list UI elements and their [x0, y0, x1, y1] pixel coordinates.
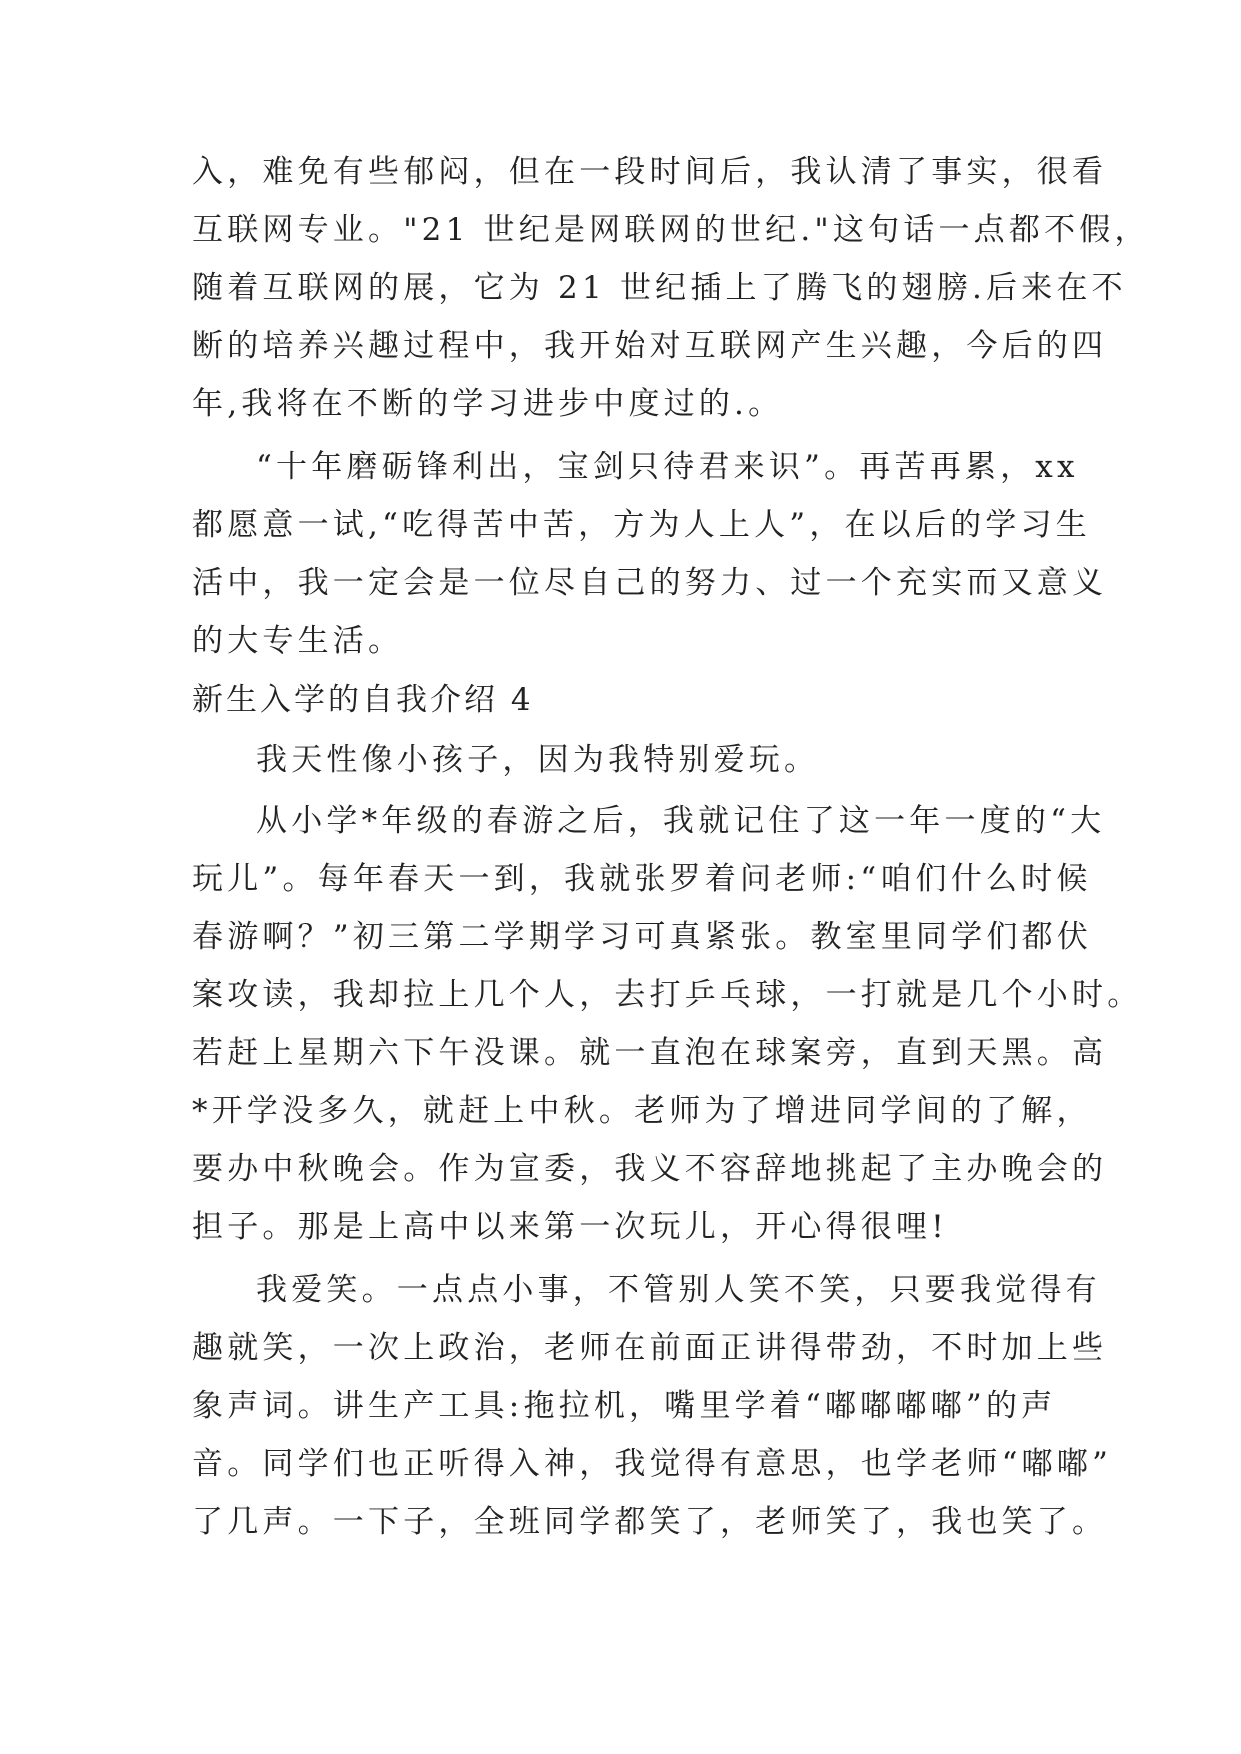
- text-line: 入，难免有些郁闷，但在一段时间后，我认清了事实，很看: [192, 154, 1108, 190]
- text-line: 活中，我一定会是一位尽自己的努力、过一个充实而又意义: [192, 565, 1108, 601]
- section-heading: 新生入学的自我介绍 4: [192, 682, 534, 718]
- text-line: 玩儿”。每年春天一到，我就张罗着问老师:“咱们什么时候: [192, 861, 1092, 897]
- text-line: “十年磨砺锋利出，宝剑只待君来识”。再苦再累，xx: [256, 449, 1079, 485]
- text-line: 象声词。讲生产工具:拖拉机，嘴里学着“嘟嘟嘟嘟”的声: [192, 1388, 1057, 1424]
- text-line: 从小学*年级的春游之后，我就记住了这一年一度的“大: [256, 803, 1106, 839]
- text-line: 我天性像小孩子，因为我特别爱玩。: [256, 742, 820, 778]
- text-line: 年,我将在不断的学习进步中度过的.。: [192, 386, 784, 422]
- text-line: 案攻读，我却拉上几个人，去打乒乓球，一打就是几个小时。: [192, 977, 1143, 1013]
- text-line: 断的培养兴趣过程中，我开始对互联网产生兴趣，今后的四: [192, 328, 1108, 364]
- text-line: 都愿意一试,“吃得苦中苦，方为人上人”，在以后的学习生: [192, 507, 1091, 543]
- text-line: 音。同学们也正听得入神，我觉得有意思，也学老师“嘟嘟”: [192, 1446, 1113, 1482]
- text-line: 担子。那是上高中以来第一次玩儿，开心得很哩!: [192, 1209, 948, 1245]
- text-line: 要办中秋晚会。作为宣委，我义不容辞地挑起了主办晚会的: [192, 1151, 1108, 1187]
- text-line: 了几声。一下子，全班同学都笑了，老师笑了，我也笑了。: [192, 1504, 1108, 1540]
- text-line: 随着互联网的展，它为 21 世纪插上了腾飞的翅膀.后来在不: [192, 270, 1127, 306]
- text-line: 若赶上星期六下午没课。就一直泡在球案旁，直到天黑。高: [192, 1035, 1108, 1071]
- text-line: 我爱笑。一点点小事，不管别人笑不笑，只要我觉得有: [256, 1272, 1101, 1308]
- text-line: 互联网专业。"21 世纪是网联网的世纪."这句话一点都不假，: [192, 212, 1150, 248]
- text-line: *开学没多久，就赶上中秋。老师为了增进同学间的了解，: [192, 1093, 1092, 1129]
- text-line: 春游啊？”初三第二学期学习可真紧张。教室里同学们都伏: [192, 919, 1093, 955]
- text-line: 趣就笑，一次上政治，老师在前面正讲得带劲，不时加上些: [192, 1330, 1108, 1366]
- text-line: 的大专生活。: [192, 623, 404, 659]
